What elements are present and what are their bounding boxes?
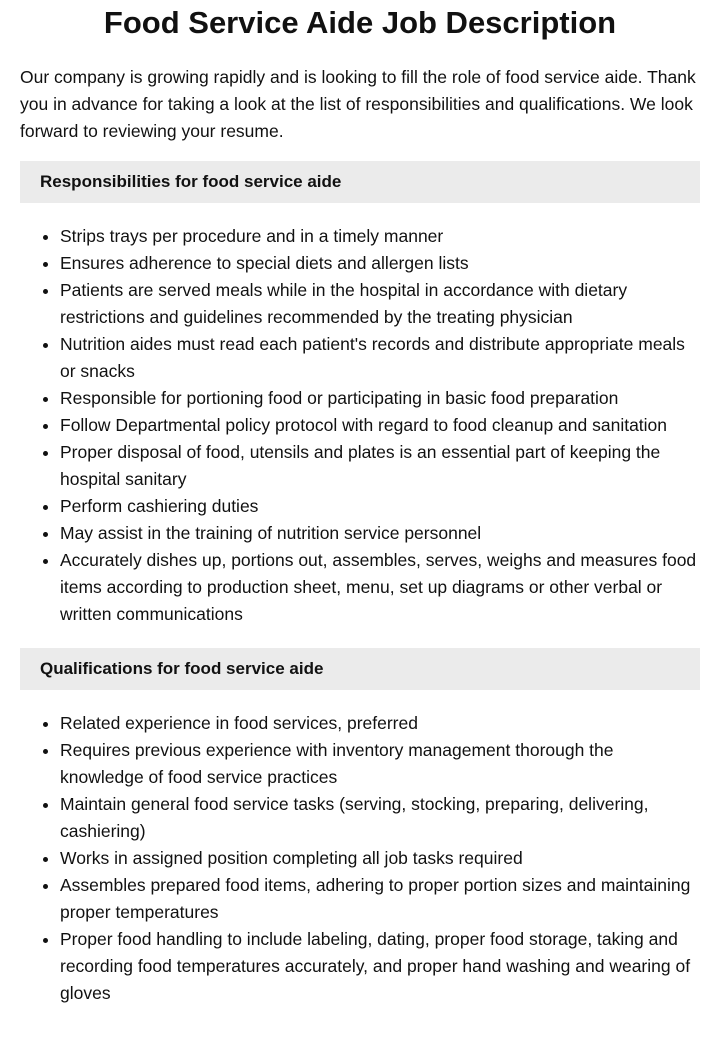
responsibilities-heading: Responsibilities for food service aide bbox=[20, 161, 700, 203]
page-title: Food Service Aide Job Description bbox=[103, 5, 617, 40]
qualifications-heading: Qualifications for food service aide bbox=[20, 648, 700, 690]
list-item: • Related experience in food services, preferred bbox=[60, 710, 700, 737]
intro-text: Our company is growing rapidly and is looking to fill the role of food service aide. Thank you in advance for taking a look at the list of responsibilities and qualifications. We look forward to reviewing your resume. bbox=[20, 67, 696, 141]
list-item: • Patients are served meals while in the hospital in accordance with dietary restrictions and guidelines recommended by the treating physician bbox=[60, 277, 700, 331]
list-item: • Responsible for portioning food or participating in basic food preparation bbox=[60, 385, 700, 412]
qualifications-list bbox=[20, 710, 700, 1007]
list-item: • Works in assigned position completing all job tasks required bbox=[60, 845, 700, 872]
list-item: • Strips trays per procedure and in a timely manner bbox=[60, 223, 700, 250]
list-item: • Nutrition aides must read each patient's records and distribute appropriate meals or snacks bbox=[60, 331, 700, 385]
list-item: • Maintain general food service tasks (serving, stocking, preparing, delivering, cashiering) bbox=[60, 791, 700, 845]
list-item: • Ensures adherence to special diets and allergen lists bbox=[60, 250, 700, 277]
list-item: • Assembles prepared food items, adhering to proper portion sizes and maintaining proper temperatures bbox=[60, 872, 700, 926]
list-item: • Proper food handling to include labeling, dating, proper food storage, taking and recording food temperatures accurately, and proper hand washing and wearing of gloves bbox=[60, 926, 700, 1007]
responsibilities-list bbox=[20, 223, 700, 628]
list-item: • Perform cashiering duties bbox=[60, 493, 700, 520]
list-item: • Follow Departmental policy protocol with regard to food cleanup and sanitation bbox=[60, 412, 700, 439]
list-item: • Accurately dishes up, portions out, assembles, serves, weighs and measures food items according to production sheet, menu, set up diagrams or other verbal or written communications bbox=[60, 547, 700, 628]
list-item: • Requires previous experience with inventory management thorough the knowledge of food service practices bbox=[60, 737, 700, 791]
list-item: • May assist in the training of nutrition service personnel bbox=[60, 520, 700, 547]
list-item: • Proper disposal of food, utensils and plates is an essential part of keeping the hospital sanitary bbox=[60, 439, 700, 493]
